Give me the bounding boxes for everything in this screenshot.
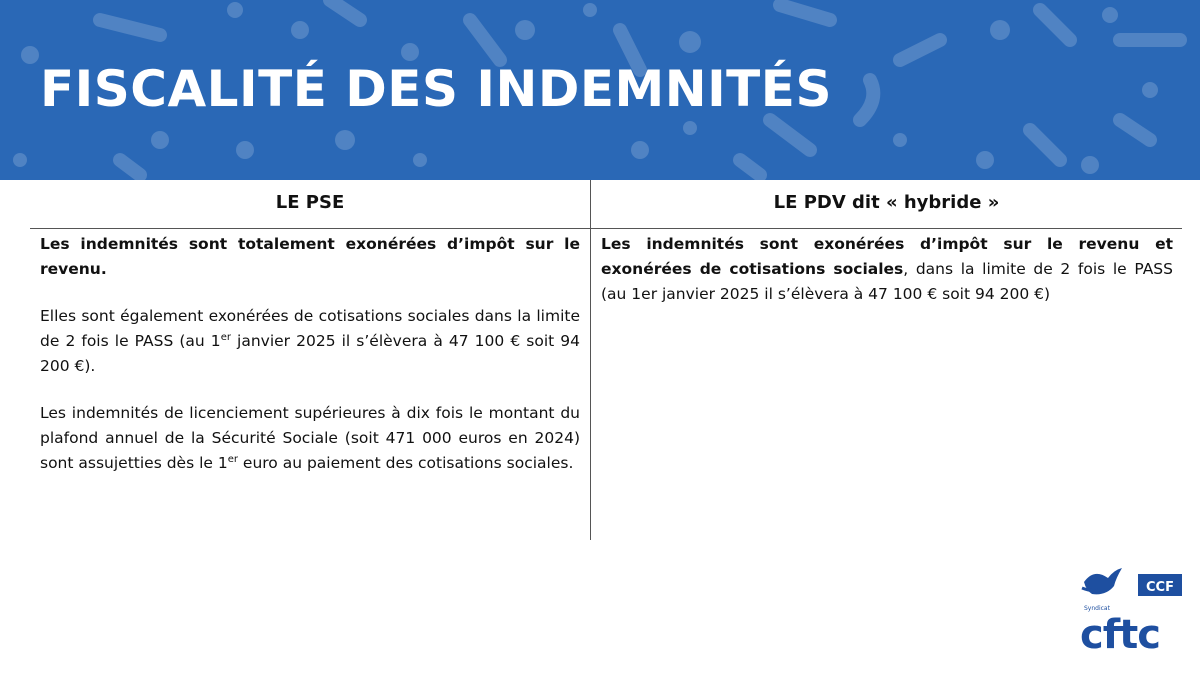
pdv-bold-text: Les indemnités sont exonérées d’impôt sur le revenu et exonérées de cotisations sociales [601,235,1173,278]
header-pdv: LE PDV dit « hybride » [773,192,1000,213]
pse-paragraph-2 [40,304,580,379]
cell-pse [40,232,580,498]
syndicat-text: Syndicat [1084,605,1110,612]
pse-p2-text-b: janvier 2025 il s’élèvera à 47 100 € soit 94 200 €). [40,332,580,375]
header-pse: LE PSE [275,192,345,213]
pse-p2-sup: er [220,331,231,343]
pse-p3-sup: er [227,453,238,465]
cftc-wordmark: cftc [1080,612,1160,656]
column-divider [590,180,591,540]
dove-icon [1082,568,1122,594]
title-banner [0,0,1200,180]
pse-p3-text-b: euro au paiement des cotisations sociales. [237,454,574,472]
cftc-logo [1078,566,1184,656]
slide-title: FISCALITÉ DES INDEMNITÉS [40,60,832,118]
pdv-paragraph [601,232,1173,307]
pse-paragraph-3 [40,401,580,476]
pse-p3-text-a: Les indemnités de licenciement supérieures à dix fois le montant du plafond annuel de la Sécurité Sociale (soit 471 000 euros en 2024) sont assujetties dès le 1 [40,404,580,472]
header-divider [30,228,1182,229]
cell-pdv [601,232,1173,329]
pdv-text: , dans la limite de 2 fois le PASS (au 1er janvier 2025 il s’élèvera à 47 100 € soit 94 200 €) [601,260,1173,303]
pse-p2-text-a: Elles sont également exonérées de cotisations sociales dans la limite de 2 fois le PASS (au 1 [40,307,580,350]
comparison-table [30,180,1182,540]
pse-paragraph-1: Les indemnités sont totalement exonérées d’impôt sur le revenu. [40,235,580,278]
ccf-badge-text: CCF [1146,580,1174,595]
